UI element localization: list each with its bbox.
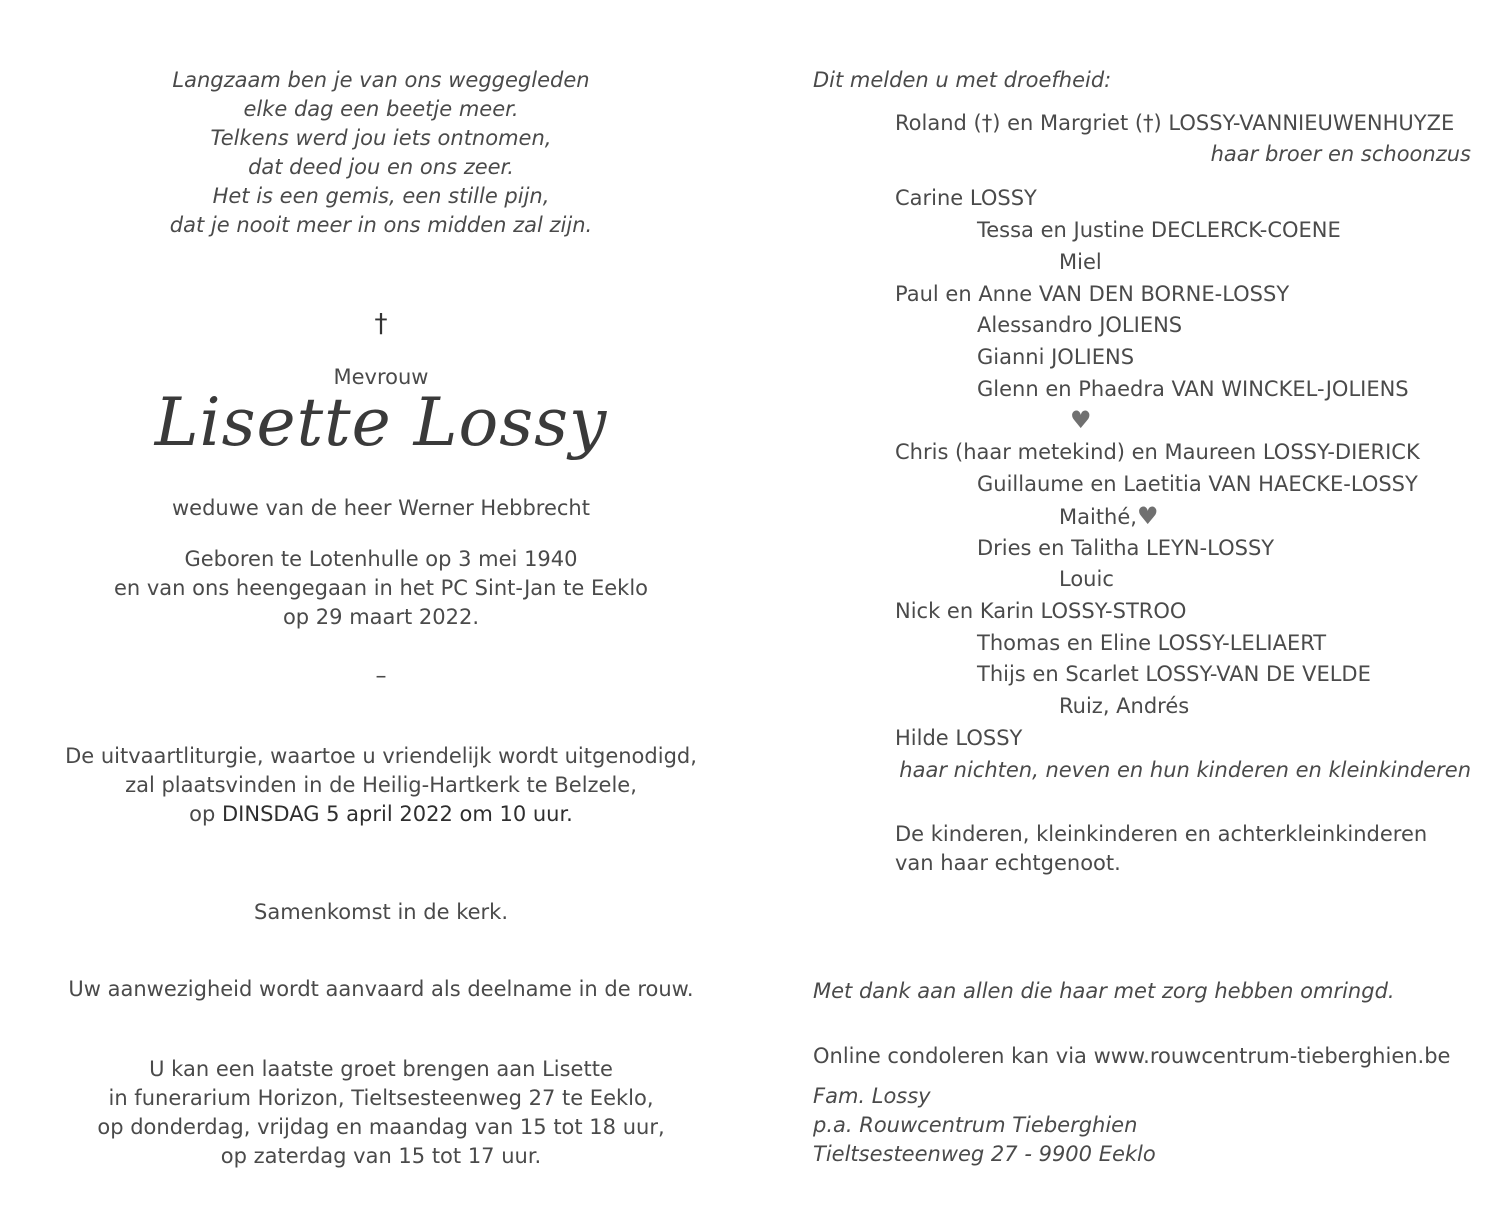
visit-line: in funerarium Horizon, Tieltsesteenweg 27 te Eeklo, <box>108 1086 654 1110</box>
address-line: Fam. Lossy <box>813 1084 931 1108</box>
family-member: Louic <box>1059 567 1114 591</box>
honorific: Mevrouw <box>333 365 429 389</box>
family-member: Carine LOSSY <box>895 186 1037 210</box>
birth-line: Geboren te Lotenhulle op 3 mei 1940 <box>184 547 578 571</box>
dash-block <box>40 662 722 691</box>
spouse-family-line: van haar echtgenoot. <box>895 851 1121 875</box>
address-line: Tieltsesteenweg 27 - 9900 Eeklo <box>813 1142 1156 1166</box>
visit-line: op zaterdag van 15 tot 17 uur. <box>220 1144 542 1168</box>
family-member: Dries en Talitha LEYN-LOSSY <box>977 536 1275 560</box>
family-member: Tessa en Justine DECLERCK-COENE <box>977 218 1341 242</box>
liturgy-block <box>40 742 722 829</box>
liturgy-date: DINSDAG 5 april 2022 om 10 uur. <box>222 802 573 826</box>
liturgy-line: zal plaatsvinden in de Heilig-Hartkerk te Belzele, <box>125 773 637 797</box>
gathering-block <box>40 898 722 927</box>
widow-line: weduwe van de heer Werner Hebbrecht <box>172 496 590 520</box>
liturgy-date-line <box>40 800 722 829</box>
birth-line: op 29 maart 2022. <box>282 605 480 629</box>
cousins-line: haar nichten, neven en hun kinderen en kleinkinderen <box>899 758 1471 782</box>
sibling-line: Roland (†) en Margriet (†) LOSSY-VANNIEUWENHUYZE <box>895 111 1455 135</box>
divider-dash: – <box>375 664 387 689</box>
birth-line: en van ons heengegaan in het PC Sint-Jan te Eeklo <box>113 576 649 600</box>
spouse-family-line: De kinderen, kleinkinderen en achterkleinkinderen <box>895 822 1428 846</box>
cross-icon: † <box>374 309 388 339</box>
visit-line: op donderdag, vrijdag en maandag van 15 tot 18 uur, <box>97 1115 665 1139</box>
online-condolence: Online condoleren kan via www.rouwcentrum-tieberghien.be <box>813 1044 1451 1068</box>
liturgy-line: De uitvaartliturgie, waartoe u vriendelijk wordt uitgenodigd, <box>65 744 697 768</box>
family-member: Paul en Anne VAN DEN BORNE-LOSSY <box>895 282 1290 306</box>
visit-block <box>40 1055 722 1171</box>
birth-block <box>40 545 722 632</box>
poem-line: Telkens werd jou iets ontnomen, <box>210 126 552 150</box>
family-member: Glenn en Phaedra VAN WINCKEL-JOLIENS <box>977 377 1409 401</box>
cross-block <box>40 310 722 339</box>
sibling-role: haar broer en schoonzus <box>1210 142 1471 166</box>
family-member: Miel <box>1059 250 1102 274</box>
family-member: Maithé, <box>1059 505 1137 529</box>
family-member: Gianni JOLIENS <box>977 345 1135 369</box>
announcement-intro: Dit melden u met droefheid: <box>813 68 1112 92</box>
poem <box>40 66 722 240</box>
family-member: Thijs en Scarlet LOSSY-VAN DE VELDE <box>977 662 1371 686</box>
heart-icon: ♥ <box>1070 406 1092 434</box>
visit-line: U kan een laatste groet brengen aan Lisette <box>149 1057 613 1081</box>
poem-line: elke dag een beetje meer. <box>243 97 519 121</box>
family-member: Chris (haar metekind) en Maureen LOSSY-DIERICK <box>895 440 1420 464</box>
poem-line: Langzaam ben je van ons weggegleden <box>172 68 590 92</box>
address-line: p.a. Rouwcentrum Tieberghien <box>813 1113 1138 1137</box>
family-member: Guillaume en Laetitia VAN HAECKE-LOSSY <box>977 472 1418 496</box>
heart-icon: ♥ <box>1136 502 1159 530</box>
thanks-line: Met dank aan allen die haar met zorg hebben omringd. <box>813 979 1395 1003</box>
liturgy-prefix: op <box>189 802 222 826</box>
gathering-line: Samenkomst in de kerk. <box>254 900 508 924</box>
name-block <box>40 384 722 461</box>
poem-line: dat deed jou en ons zeer. <box>248 155 514 179</box>
family-member: Ruiz, Andrés <box>1059 694 1190 718</box>
presence-line: Uw aanwezigheid wordt aanvaard als deelname in de rouw. <box>68 977 694 1001</box>
family-member: Thomas en Eline LOSSY-LELIAERT <box>977 631 1327 655</box>
widow-block <box>40 494 722 523</box>
family-member: Alessandro JOLIENS <box>977 313 1183 337</box>
poem-line: dat je nooit meer in ons midden zal zijn. <box>169 213 593 237</box>
deceased-name: Lisette Lossy <box>154 384 608 461</box>
poem-line: Het is een gemis, een stille pijn, <box>212 184 550 208</box>
family-member: Nick en Karin LOSSY-STROO <box>895 599 1187 623</box>
family-member-with-heart <box>1059 502 1158 532</box>
family-member: Hilde LOSSY <box>895 726 1023 750</box>
presence-block <box>40 975 722 1004</box>
